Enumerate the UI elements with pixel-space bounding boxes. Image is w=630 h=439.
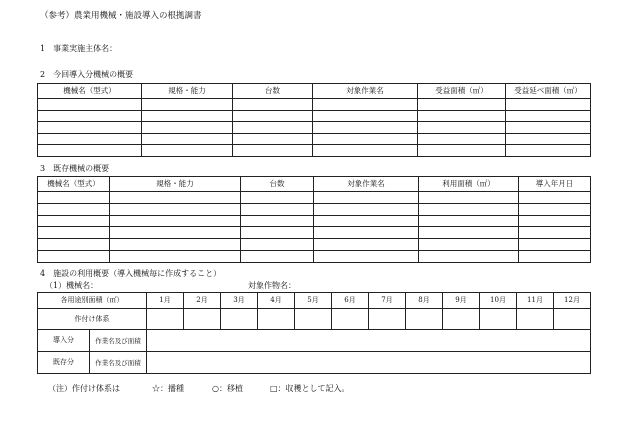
table-row[interactable]: [38, 227, 591, 239]
existing-machines-table: [37, 176, 591, 263]
table-row[interactable]: [38, 133, 591, 145]
existing-entry[interactable]: [147, 352, 591, 374]
month-label: 2月: [184, 293, 221, 309]
table-row[interactable]: [38, 192, 591, 204]
month-label: 10月: [480, 293, 517, 309]
existing-label: 既存分: [38, 352, 90, 374]
table-row[interactable]: [38, 145, 591, 157]
area-header: 各用途別面積（㎡）: [38, 293, 147, 309]
table-row[interactable]: [38, 122, 591, 134]
existing-row[interactable]: [38, 352, 591, 374]
note-transplant: ○：移植: [212, 384, 243, 393]
introduced-row[interactable]: [38, 330, 591, 352]
month-label: 1月: [147, 293, 184, 309]
col-header: 台数: [241, 177, 314, 192]
table-header-row: [38, 84, 591, 99]
cropping-label: 作付け体系: [38, 309, 147, 330]
note-sowing: ☆：播種: [152, 384, 184, 393]
month-label: 5月: [295, 293, 332, 309]
note-prefix: （注）作付け体系は: [48, 384, 120, 393]
col-header: 機械名（型式）: [38, 84, 142, 99]
table-row[interactable]: [38, 239, 591, 251]
col-header: 規格・能力: [110, 177, 241, 192]
month-label: 9月: [443, 293, 480, 309]
table-row[interactable]: [38, 215, 591, 227]
col-header: 利用面積（㎡）: [419, 177, 519, 192]
month-label: 4月: [258, 293, 295, 309]
work-area-label: 作業名及び面積: [90, 330, 147, 352]
note-harvest: □：収穫として記入。: [270, 384, 350, 393]
cropping-system-row[interactable]: [38, 309, 591, 330]
crop-name-label: 対象作物名：: [248, 281, 296, 290]
col-header: 導入年月日: [519, 177, 591, 192]
col-header: 対象作業名: [313, 84, 418, 99]
table-row[interactable]: [38, 250, 591, 262]
col-header: 対象作業名: [314, 177, 419, 192]
table-header-row: [38, 177, 591, 192]
machine-name-label: （1）機械名：: [45, 281, 99, 290]
introduced-entry[interactable]: [147, 330, 591, 352]
section1-label: 1 事業実施主体名：: [40, 44, 118, 53]
table-row[interactable]: [38, 203, 591, 215]
month-label: 12月: [554, 293, 591, 309]
month-label: 11月: [517, 293, 554, 309]
month-label: 6月: [332, 293, 369, 309]
new-machines-table: [37, 83, 591, 157]
col-header: 台数: [233, 84, 313, 99]
section3-label: 3 既存機械の概要: [40, 164, 110, 173]
work-area-label: 作業名及び面積: [90, 352, 147, 374]
section2-label: 2 今回導入分機械の概要: [40, 70, 134, 79]
introduced-label: 導入分: [38, 330, 90, 352]
col-header: 受益面積（㎡）: [418, 84, 506, 99]
month-label: 7月: [369, 293, 406, 309]
table-row[interactable]: [38, 110, 591, 122]
table-row[interactable]: [38, 99, 591, 111]
section4-label: 4 施設の利用概要（導入機械毎に作成すること）: [40, 269, 222, 278]
month-label: 3月: [221, 293, 258, 309]
month-header-row: [38, 293, 591, 309]
month-label: 8月: [406, 293, 443, 309]
col-header: 規格・能力: [142, 84, 233, 99]
col-header: 受益延べ面積（㎡）: [506, 84, 591, 99]
col-header: 機械名（型式）: [38, 177, 110, 192]
facility-usage-table: [37, 292, 591, 374]
page-title: （参考）農業用機械・施設導入の根拠調書: [40, 11, 202, 21]
